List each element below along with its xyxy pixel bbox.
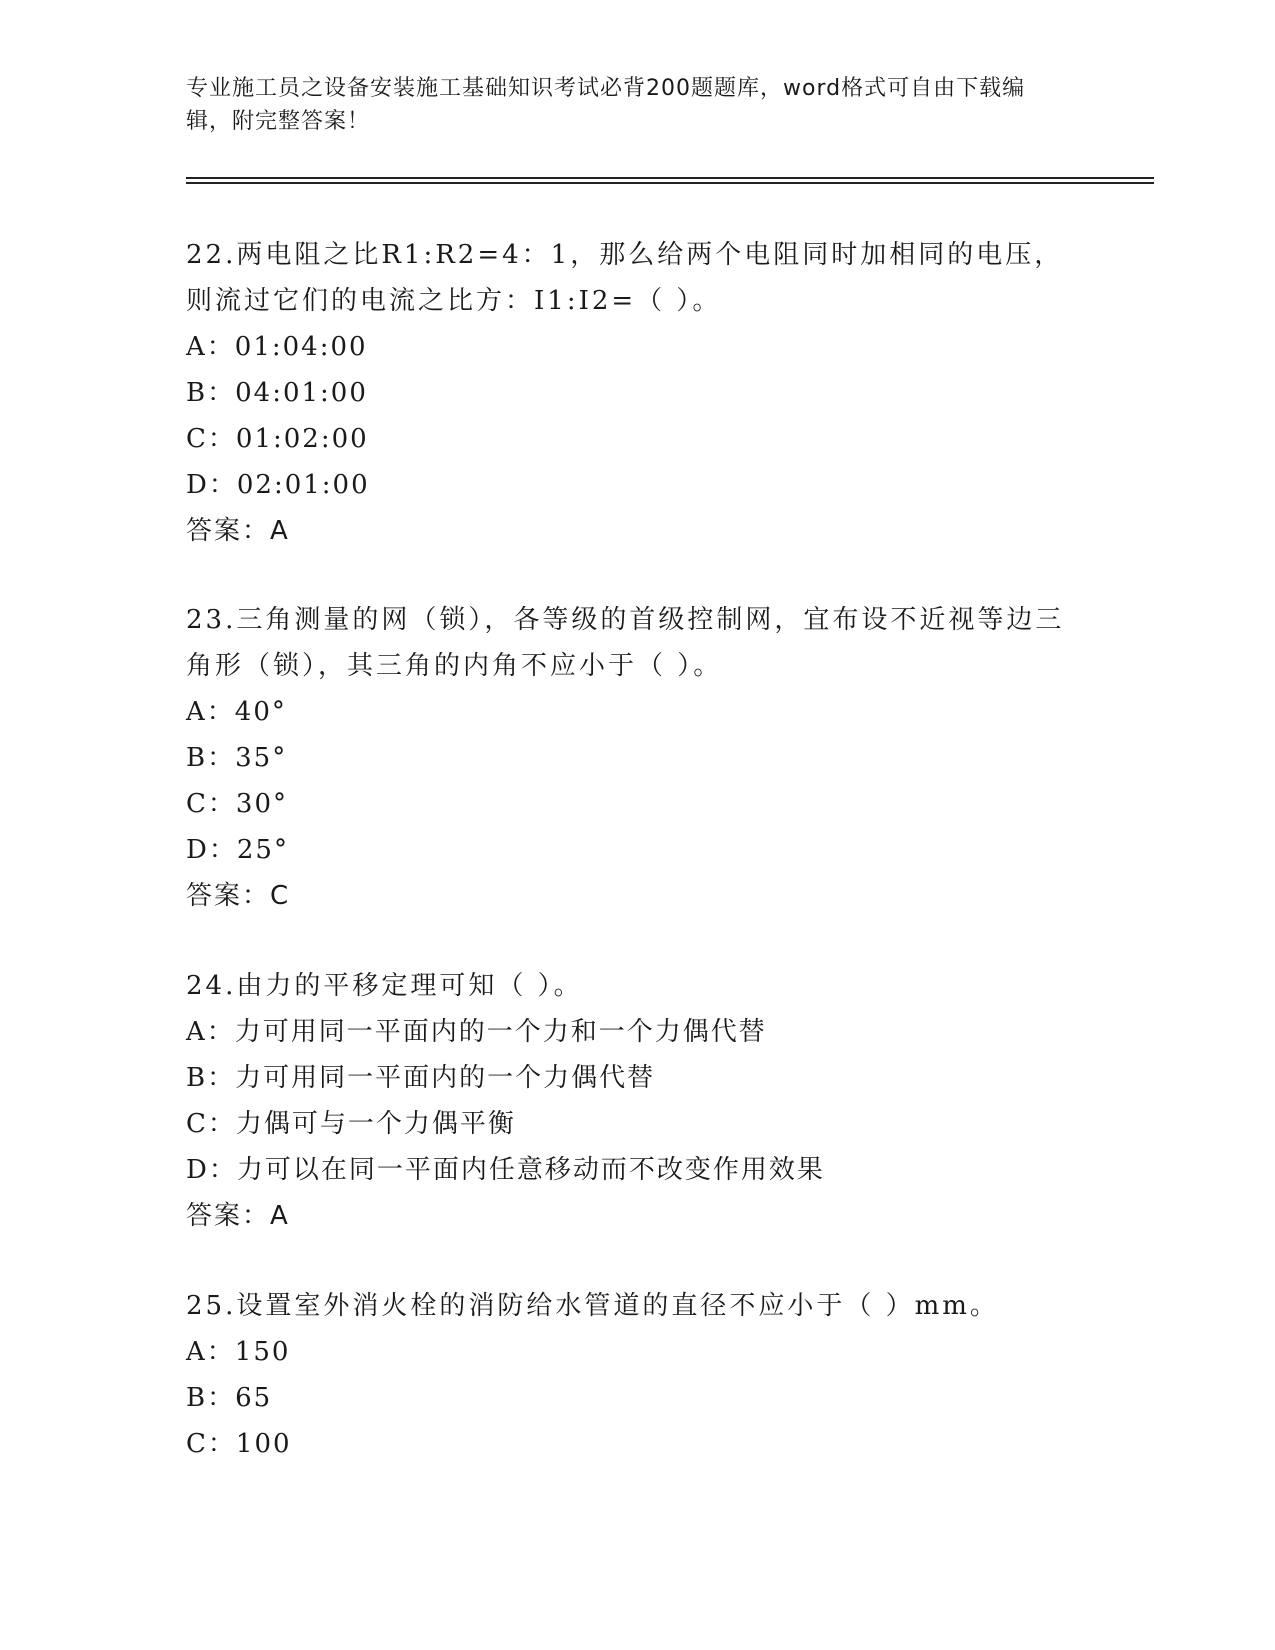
option-d xyxy=(186,462,1086,508)
option-key: D： xyxy=(186,1155,237,1185)
option-a xyxy=(186,324,1086,370)
option-a xyxy=(186,1009,1086,1055)
answer: 答案：A xyxy=(186,516,290,546)
option-value: 力可以在同一平面内任意移动而不改变作用效果 xyxy=(236,1155,825,1185)
option-key: B： xyxy=(186,1383,236,1413)
option-key: A： xyxy=(186,697,235,727)
option-key: A： xyxy=(186,1337,235,1367)
option-value: 01:02:00 xyxy=(235,424,369,454)
option-value: 04:01:00 xyxy=(235,378,368,408)
option-value: 01:04:00 xyxy=(234,332,368,362)
option-c xyxy=(186,781,1086,827)
option-value: 02:01:00 xyxy=(236,470,370,500)
question-25 xyxy=(186,1283,1086,1467)
option-b xyxy=(186,1375,1086,1421)
question-24 xyxy=(186,963,1086,1239)
option-key: A： xyxy=(186,1017,235,1047)
option-key: A： xyxy=(186,332,235,362)
question-23 xyxy=(186,597,1086,919)
option-b xyxy=(186,1055,1086,1101)
option-value: 力可用同一平面内的一个力和一个力偶代替 xyxy=(234,1017,767,1047)
option-c xyxy=(186,1101,1086,1147)
answer: 答案：A xyxy=(186,1201,290,1231)
option-a xyxy=(186,1329,1086,1375)
option-d xyxy=(186,827,1086,873)
option-value: 40° xyxy=(234,697,287,727)
option-key: C： xyxy=(186,424,236,454)
option-value: 力可用同一平面内的一个力偶代替 xyxy=(235,1063,656,1093)
option-key: B： xyxy=(186,378,236,408)
option-c xyxy=(186,1421,1086,1467)
option-key: C： xyxy=(186,1429,236,1459)
option-key: C： xyxy=(186,1109,236,1139)
question-text: 23.三角测量的网（锁），各等级的首级控制网，宜布设不近视等边三角形（锁），其三角的内角不应小于（ ）。 xyxy=(186,605,1065,681)
option-key: D： xyxy=(186,470,237,500)
option-d xyxy=(186,1147,1086,1193)
option-value: 100 xyxy=(235,1429,292,1459)
option-key: D： xyxy=(186,835,237,865)
question-text: 22.两电阻之比R1:R2=4：1，那么给两个电阻同时加相同的电压，则流过它们的电流之比方：I1:I2=（ ）。 xyxy=(186,240,1064,316)
question-text: 24.由力的平移定理可知（ ）。 xyxy=(186,971,583,1001)
option-key: B： xyxy=(186,743,236,773)
question-text: 25.设置室外消火栓的消防给水管道的直径不应小于（ ）mm。 xyxy=(186,1291,999,1321)
option-value: 150 xyxy=(234,1337,291,1367)
header-divider-bottom xyxy=(186,182,1154,184)
option-b xyxy=(186,370,1086,416)
option-value: 30° xyxy=(235,789,288,819)
option-value: 25° xyxy=(236,835,289,865)
option-a xyxy=(186,689,1086,735)
option-value: 力偶可与一个力偶平衡 xyxy=(235,1109,516,1139)
option-c xyxy=(186,416,1086,462)
option-b xyxy=(186,735,1086,781)
document-header: 专业施工员之设备安装施工基础知识考试必背200题题库，word格式可自由下载编辑，附完整答案！ xyxy=(186,76,1026,134)
answer: 答案：C xyxy=(186,881,291,911)
header-divider-top xyxy=(186,177,1154,179)
option-value: 35° xyxy=(235,743,288,773)
option-value: 65 xyxy=(235,1383,273,1413)
option-key: C： xyxy=(186,789,236,819)
option-key: B： xyxy=(186,1063,236,1093)
question-22 xyxy=(186,232,1086,554)
